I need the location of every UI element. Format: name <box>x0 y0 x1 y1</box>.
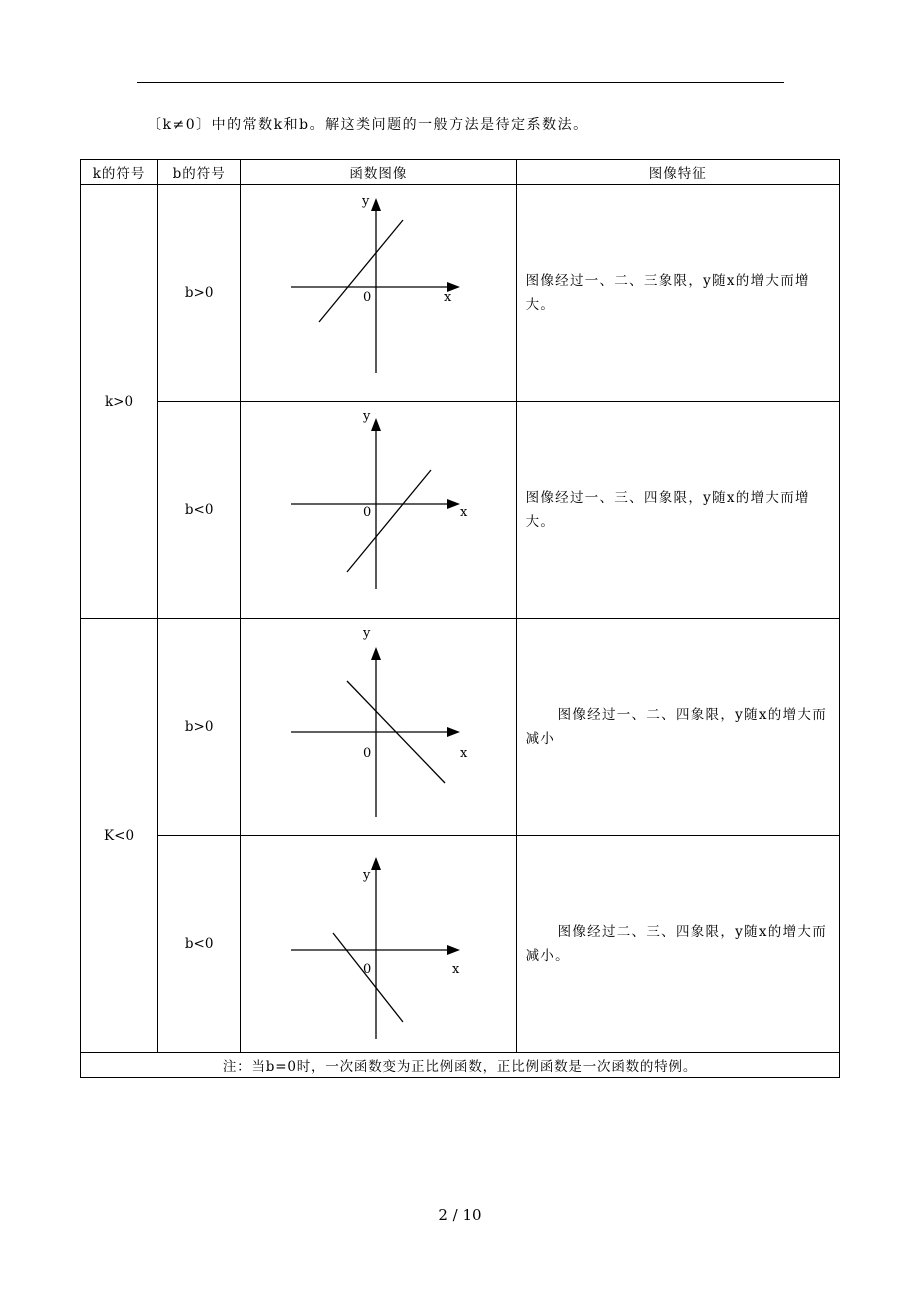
x-axis-arrow <box>447 499 460 509</box>
header-feature: 图像特征 <box>516 160 839 185</box>
header-graph: 函数图像 <box>241 160 516 185</box>
table-row <box>81 619 840 836</box>
k-negative-cell: K<0 <box>81 619 158 1053</box>
note-text: 注：当b=0时，一次函数变为正比例函数，正比例函数是一次函数的特例。 <box>81 1053 840 1078</box>
y-label: y <box>362 194 370 209</box>
linear-function-table <box>80 159 840 1078</box>
x-axis-arrow <box>447 945 460 955</box>
graph-k-pos-b-pos <box>241 185 516 401</box>
header-k-sign: k的符号 <box>81 160 158 185</box>
page-number: 2 / 10 <box>438 1206 482 1224</box>
x-label: x <box>460 746 468 761</box>
x-label: x <box>460 505 468 520</box>
feature-cell: 图像经过一、二、三象限，y随x的增大而增大。 <box>516 185 839 402</box>
y-axis-arrow <box>371 198 381 211</box>
function-line <box>319 220 403 322</box>
note-row <box>81 1053 840 1078</box>
origin-label: 0 <box>363 962 372 977</box>
graph-k-neg-b-neg <box>241 836 516 1052</box>
feature-cell: 图像经过一、三、四象限，y随x的增大而增大。 <box>516 402 839 619</box>
y-axis-arrow <box>371 418 381 431</box>
origin-label: 0 <box>363 290 372 305</box>
graph-k-neg-b-pos <box>241 619 516 835</box>
y-axis-arrow <box>371 857 381 870</box>
y-axis-arrow <box>371 647 381 660</box>
graph-cell <box>241 619 516 836</box>
x-label: x <box>444 290 452 305</box>
intro-text: 〔k≠0〕中的常数k和b。解这类问题的一般方法是待定系数法。 <box>147 117 589 133</box>
table-header-row <box>81 160 840 185</box>
feature-cell: 图像经过二、三、四象限，y随x的增大而减小。 <box>516 836 839 1053</box>
y-label: y <box>363 409 371 424</box>
graph-cell <box>241 836 516 1053</box>
x-axis-arrow <box>447 727 460 737</box>
b-sign-cell: b<0 <box>158 836 241 1053</box>
graph-cell <box>241 402 516 619</box>
k-positive-cell: k>0 <box>81 185 158 619</box>
header-rule <box>137 82 784 83</box>
b-sign-cell: b<0 <box>158 402 241 619</box>
x-label: x <box>452 962 460 977</box>
y-label: y <box>363 626 371 641</box>
table-row <box>81 836 840 1053</box>
function-line <box>347 470 431 572</box>
graph-cell <box>241 185 516 402</box>
b-sign-cell: b>0 <box>158 185 241 402</box>
b-sign-cell: b>0 <box>158 619 241 836</box>
feature-cell: 图像经过一、二、四象限，y随x的增大而减小 <box>516 619 839 836</box>
function-line <box>333 933 403 1022</box>
header-b-sign: b的符号 <box>158 160 241 185</box>
origin-label: 0 <box>363 505 372 520</box>
y-label: y <box>363 868 371 883</box>
table-row <box>81 402 840 619</box>
origin-label: 0 <box>363 746 372 761</box>
graph-k-pos-b-neg <box>241 402 516 618</box>
table-row <box>81 185 840 402</box>
